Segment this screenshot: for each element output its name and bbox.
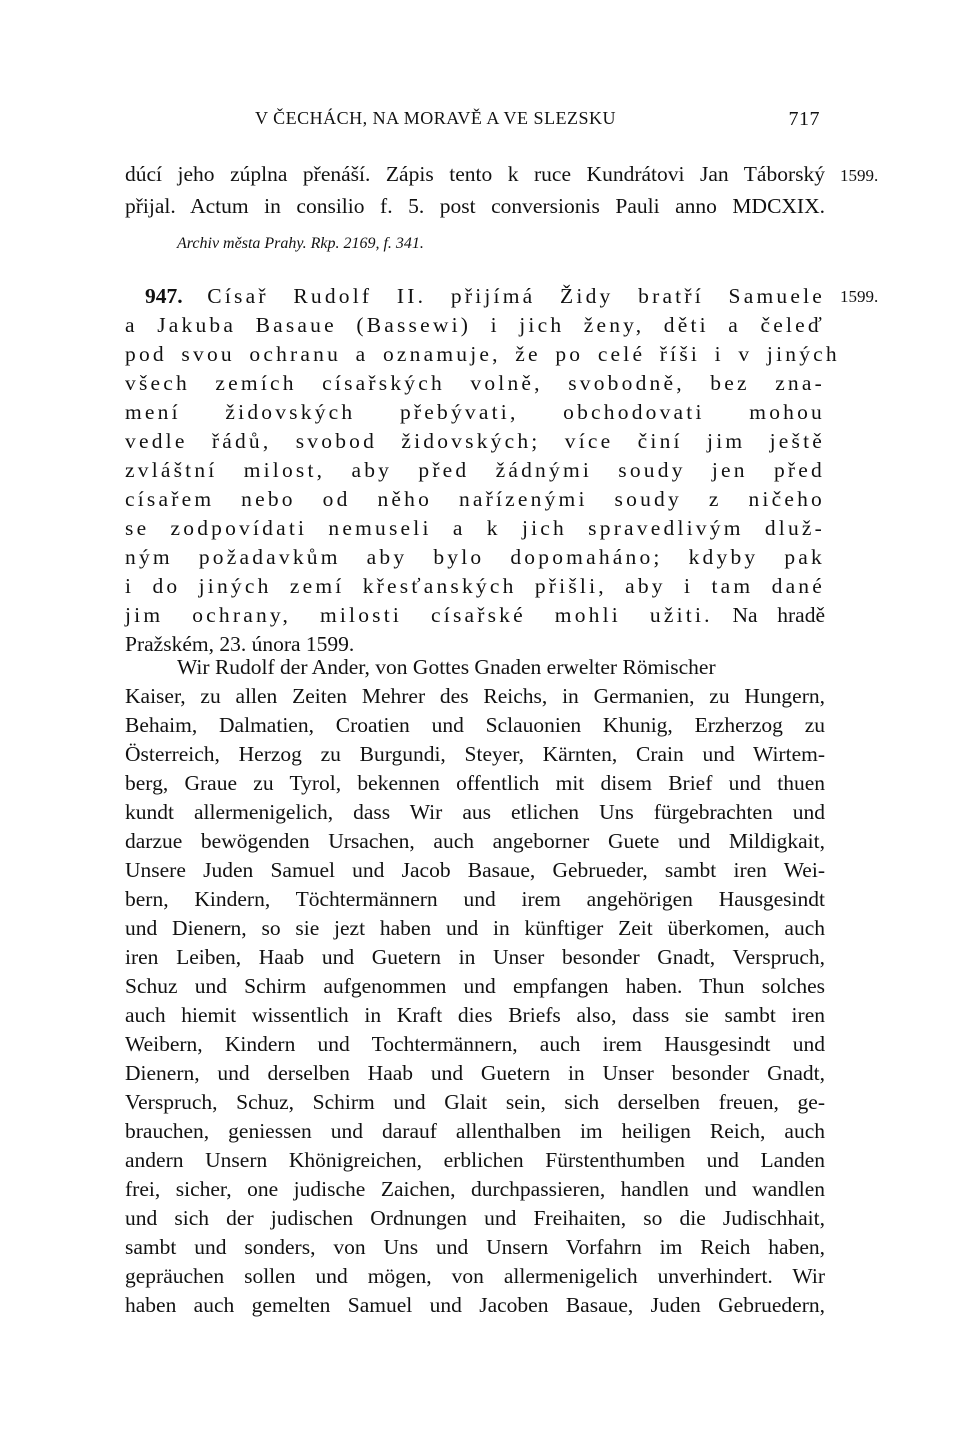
margin-year-1: 1599. [840,166,879,185]
german-line-23: haben auch gemelten Samuel und Jacoben Basaue, Juden Gebruedern, [125,1293,825,1317]
entry-line-4: všech zemích císařských volně, svobodně, bez zna- [125,371,825,395]
page-number: 717 [788,108,820,130]
entry-line-12 [125,601,825,629]
page-header [250,108,830,138]
entry-number: 947. [145,284,183,308]
german-line-3: Behaim, Dalmatien, Croatien und Sclauonien Khunig, Erzherzog zu [125,713,825,737]
german-line-12: Schuz und Schirm aufgenommen und empfangen haben. Thun solches [125,974,825,998]
entry-line-5: mení židovských přebývati, obchodovati mohou [125,400,825,424]
german-line-18: andern Unsern Khönigreichen, erblichen Fürstenthumben und Landen [125,1148,825,1172]
german-line-5: berg, Graue zu Tyrol, bekennen offentlich mit disem Brief und thuen [125,771,825,795]
german-line-2: Kaiser, zu allen Zeiten Mehrer des Reichs, in Germanien, zu Hungern, [125,684,825,708]
german-line-4: Österreich, Herzog zu Burgundi, Steyer, Kärnten, Crain und Wirtem- [125,742,825,766]
german-line-9: bern, Kindern, Töchtermännern und irem angehörigen Hausgesindt [125,887,825,911]
entry-date-line: Pražském, 23. února 1599. [125,632,355,656]
german-line-17: brauchen, geniessen und darauf allenthalben im heiligen Reich, auch [125,1119,825,1143]
entry-line-3: pod svou ochranu a oznamuje, že po celé říši i v jiných [125,342,840,366]
entry-line-1 [145,282,825,310]
entry-line-12-tail: Na hradě [732,603,825,627]
german-line-6: kundt allermenigelich, dass Wir aus etlichen Uns fürgebrachten und [125,800,825,824]
german-line-14: Weibern, Kindern und Tochtermännern, auch irem Hausgesindt und [125,1032,825,1056]
archive-citation: Archiv města Prahy. Rkp. 2169, f. 341. [177,235,424,252]
entry-line-11: i do jiných zemí křesťanských přišli, aby i tam dané [125,574,825,598]
german-line-22: gepräuchen sollen und mögen, von allermenigelich unverhindert. Wir [125,1264,825,1288]
german-line-21: sambt und sonders, von Uns und Unsern Vorfahrn im Reich haben, [125,1235,825,1259]
entry-line-9: se zodpovídati nemuseli a k jich spravedlivým dluž- [125,516,825,540]
entry-line-8: císařem nebo od něho nařízenými soudy z ničeho [125,487,825,511]
german-line-19: frei, sicher, one judische Zaichen, durchpassieren, handlen und wandlen [125,1177,825,1201]
german-line-7: darzue bewögenden Ursachen, auch angeborner Guete und Mildigkait, [125,829,825,853]
german-line-13: auch hiemit wissentlich in Kraft dies Briefs also, dass sie sambt iren [125,1003,825,1027]
german-line-8: Unsere Juden Samuel und Jacob Basaue, Gebrueder, sambt iren Wei- [125,858,825,882]
german-line-1: Wir Rudolf der Ander, von Gottes Gnaden erwelter Römischer [177,655,716,679]
german-line-11: iren Leiben, Haab und Guetern in Unser besonder Gnadt, Verspruch, [125,945,825,969]
running-title: V ČECHÁCH, NA MORAVĚ A VE SLEZSKU [255,108,617,128]
entry-line-7: zvláštní milost, aby před žádnými soudy jen před [125,458,825,482]
entry-line-6: vedle řádů, svobod židovských; více činí jim ještě [125,429,825,453]
entry-heading-start: Císař Rudolf II. přijímá Židy bratří Samuele [207,284,825,308]
intro-line-1: dúcí jeho zúplna přenáší. Zápis tento k ruce Kundrátovi Jan Táborský [125,162,825,186]
intro-line-2: přijal. Actum in consilio f. 5. post conversionis Pauli anno MDCXIX. [125,194,825,218]
german-line-15: Dienern, und derselben Haab und Guetern in Unser besonder Gnadt, [125,1061,825,1085]
german-line-20: und sich der judischen Ordnungen und Freihaiten, so die Judischhait, [125,1206,825,1230]
entry-line-10: ným požadavkům aby bylo dopomaháno; kdyby pak [125,545,825,569]
german-line-10: und Dienern, so sie jezt haben und in künftiger Zeit überkomen, auch [125,916,825,940]
entry-line-12-text: jim ochrany, milosti císařské mohli užiti. [125,603,713,627]
margin-year-2: 1599. [840,287,879,306]
german-line-16: Verspruch, Schuz, Schirm und Glait sein, sich derselben freuen, ge- [125,1090,825,1114]
entry-line-2: a Jakuba Basaue (Bassewi) i jich ženy, děti a čeleď [125,313,825,337]
